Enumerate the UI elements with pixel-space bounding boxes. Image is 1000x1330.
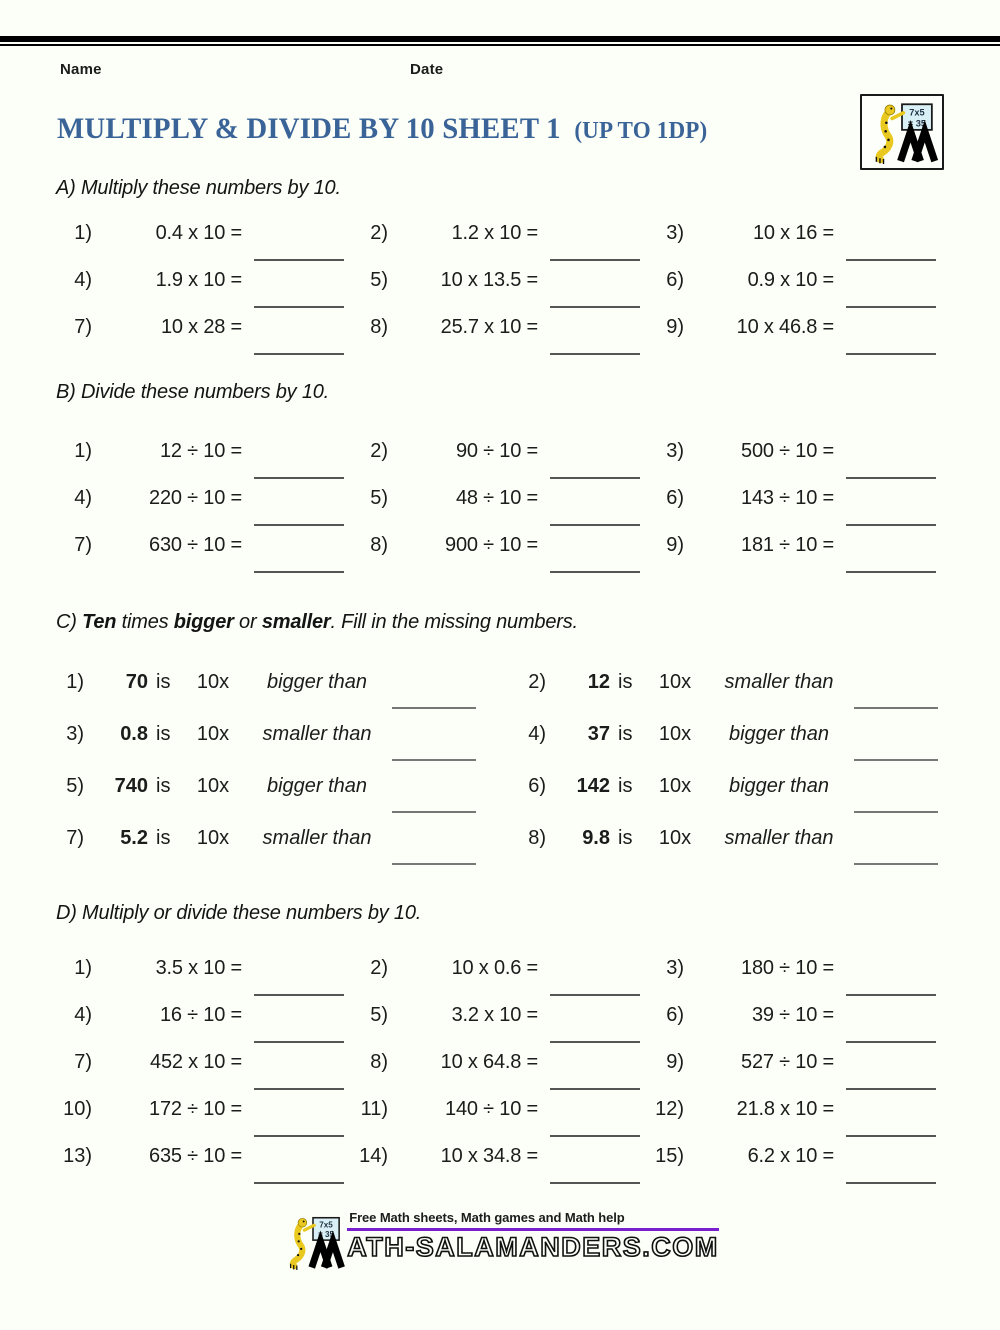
problem-expression: 10 x 16 =: [752, 222, 834, 244]
problem-expression: 630 ÷ 10 =: [149, 534, 242, 556]
compare-problem: [56, 760, 482, 812]
section-a-problems: [56, 210, 944, 351]
problem-expression: 452 x 10 =: [150, 1051, 242, 1073]
math-problem: [648, 992, 944, 1039]
problem-number: 6): [666, 487, 684, 509]
answer-blank[interactable]: [550, 451, 640, 479]
section-b-problems: [56, 428, 944, 569]
problem-number: 3): [66, 722, 84, 745]
answer-blank[interactable]: [846, 233, 936, 261]
is-label: is: [156, 722, 171, 745]
compare-problem: [56, 812, 482, 864]
compare-phrase: bigger than: [266, 670, 368, 693]
math-problem: [352, 1133, 648, 1180]
compare-value: 5.2: [120, 826, 148, 849]
page-title-main: MULTIPLY & DIVIDE BY 10 SHEET 1: [57, 112, 561, 145]
problem-number: 12): [655, 1098, 684, 1120]
problem-number: 1): [74, 222, 92, 244]
math-problem: [352, 304, 648, 351]
problem-number: 9): [666, 316, 684, 338]
is-label: is: [618, 774, 633, 797]
compare-phrase: bigger than: [728, 774, 830, 797]
problem-expression: 172 ÷ 10 =: [149, 1098, 242, 1120]
problem-expression: 1.2 x 10 =: [451, 222, 538, 244]
answer-blank[interactable]: [550, 327, 640, 355]
compare-value: 740: [114, 774, 148, 797]
date-label: Date: [410, 61, 444, 78]
problem-expression: 48 ÷ 10 =: [455, 487, 538, 509]
section-d-heading: D) Multiply or divide these numbers by 10.: [56, 902, 422, 924]
math-problem: [352, 1086, 648, 1133]
math-problem: [56, 522, 352, 569]
problem-number: 5): [370, 1004, 388, 1026]
problem-number: 7): [74, 1051, 92, 1073]
math-problem: [648, 210, 944, 257]
top-double-rule: [0, 36, 1000, 46]
answer-blank[interactable]: [846, 968, 936, 996]
compare-problem: [518, 760, 944, 812]
answer-blank[interactable]: [254, 451, 344, 479]
section-c-heading: C) Ten times bigger or smaller. Fill in the missing numbers.: [56, 611, 578, 633]
problem-expression: 10 x 28 =: [160, 316, 242, 338]
answer-blank[interactable]: [854, 785, 938, 813]
answer-blank[interactable]: [846, 327, 936, 355]
factor-label: 10x: [658, 826, 692, 849]
problem-number: 9): [666, 1051, 684, 1073]
math-problem: [352, 992, 648, 1039]
logo-board-line2: = 35: [907, 118, 927, 129]
answer-blank[interactable]: [254, 1062, 344, 1090]
problem-expression: 220 ÷ 10 =: [149, 487, 242, 509]
compare-problem: [56, 708, 482, 760]
answer-blank[interactable]: [254, 280, 344, 308]
page-title: [57, 109, 962, 146]
problem-number: 8): [370, 534, 388, 556]
math-problem: [352, 945, 648, 992]
logo-board-line1: 7x5: [909, 107, 925, 118]
footer-brand: [0, 1210, 1000, 1270]
compare-phrase: smaller than: [724, 670, 834, 693]
answer-blank[interactable]: [550, 1109, 640, 1137]
compare-phrase: smaller than: [262, 826, 372, 849]
compare-problem: [56, 656, 482, 708]
compare-phrase: bigger than: [728, 722, 830, 745]
problem-number: 7): [66, 826, 84, 849]
is-label: is: [156, 774, 171, 797]
problem-expression: 3.2 x 10 =: [451, 1004, 538, 1026]
problem-number: 2): [370, 957, 388, 979]
problem-expression: 21.8 x 10 =: [736, 1098, 834, 1120]
problem-number: 3): [666, 440, 684, 462]
problem-expression: 143 ÷ 10 =: [741, 487, 834, 509]
compare-value: 70: [125, 670, 148, 693]
problem-number: 14): [359, 1145, 388, 1167]
problem-number: 1): [74, 440, 92, 462]
page-title-qualifier: (UP TO 1DP): [574, 118, 708, 144]
problem-number: 4): [74, 269, 92, 291]
math-problem: [56, 992, 352, 1039]
problem-number: 6): [666, 269, 684, 291]
answer-blank[interactable]: [550, 280, 640, 308]
compare-value: 9.8: [582, 826, 610, 849]
problem-expression: 39 ÷ 10 =: [751, 1004, 834, 1026]
math-problem: [352, 257, 648, 304]
problem-number: 2): [370, 222, 388, 244]
math-problem: [352, 1039, 648, 1086]
problem-number: 4): [74, 1004, 92, 1026]
problem-number: 11): [360, 1098, 388, 1120]
answer-blank[interactable]: [392, 733, 476, 761]
math-problem: [56, 945, 352, 992]
problem-expression: 10 x 64.8 =: [440, 1051, 538, 1073]
answer-blank[interactable]: [846, 1015, 936, 1043]
problem-expression: 181 ÷ 10 =: [741, 534, 834, 556]
answer-blank[interactable]: [550, 1062, 640, 1090]
problem-number: 10): [63, 1098, 92, 1120]
math-problem: [648, 428, 944, 475]
answer-blank[interactable]: [254, 545, 344, 573]
problem-number: 9): [666, 534, 684, 556]
is-label: is: [156, 670, 171, 693]
answer-blank[interactable]: [846, 498, 936, 526]
problem-expression: 90 ÷ 10 =: [455, 440, 538, 462]
answer-blank[interactable]: [846, 1109, 936, 1137]
problem-number: 5): [370, 487, 388, 509]
answer-blank[interactable]: [854, 681, 938, 709]
math-problem: [648, 257, 944, 304]
math-problem: [648, 945, 944, 992]
answer-blank[interactable]: [846, 1062, 936, 1090]
footer-m-stroke2: [324, 1241, 341, 1267]
problem-expression: 140 ÷ 10 =: [445, 1098, 538, 1120]
problem-expression: 635 ÷ 10 =: [149, 1145, 242, 1167]
problem-number: 8): [370, 316, 388, 338]
answer-blank[interactable]: [550, 233, 640, 261]
answer-blank[interactable]: [846, 545, 936, 573]
answer-blank[interactable]: [846, 451, 936, 479]
compare-problem: [518, 656, 944, 708]
footer-salamander-body: [293, 1225, 302, 1266]
compare-value: 0.8: [120, 722, 148, 745]
name-label: Name: [60, 61, 102, 78]
problem-number: 1): [74, 957, 92, 979]
math-problem: [56, 1086, 352, 1133]
problem-number: 2): [370, 440, 388, 462]
footer-salamander-icon: [281, 1214, 345, 1270]
answer-blank[interactable]: [854, 733, 938, 761]
answer-blank[interactable]: [550, 1015, 640, 1043]
problem-number: 13): [63, 1145, 92, 1167]
problem-expression: 10 x 34.8 =: [440, 1145, 538, 1167]
answer-blank[interactable]: [550, 498, 640, 526]
is-label: is: [618, 670, 633, 693]
factor-label: 10x: [196, 826, 230, 849]
answer-blank[interactable]: [392, 837, 476, 865]
problem-expression: 1.9 x 10 =: [155, 269, 242, 291]
problem-number: 7): [74, 534, 92, 556]
compare-phrase: bigger than: [266, 774, 368, 797]
name-date-row: [0, 61, 1000, 83]
answer-blank[interactable]: [254, 968, 344, 996]
worksheet-body: [0, 177, 1000, 1180]
factor-label: 10x: [658, 670, 692, 693]
problem-expression: 12 ÷ 10 =: [159, 440, 242, 462]
math-problem: [352, 522, 648, 569]
answer-blank[interactable]: [254, 1015, 344, 1043]
is-label: is: [618, 722, 633, 745]
problem-number: 6): [666, 1004, 684, 1026]
math-problem: [648, 1133, 944, 1180]
math-problem: [648, 475, 944, 522]
problem-number: 6): [528, 774, 546, 797]
problem-expression: 0.9 x 10 =: [747, 269, 834, 291]
problem-expression: 180 ÷ 10 =: [741, 957, 834, 979]
problem-number: 7): [74, 316, 92, 338]
problem-expression: 500 ÷ 10 =: [741, 440, 834, 462]
problem-expression: 25.7 x 10 =: [440, 316, 538, 338]
compare-problem: [518, 708, 944, 760]
problem-number: 8): [370, 1051, 388, 1073]
math-problem: [56, 210, 352, 257]
math-problem: [56, 1133, 352, 1180]
answer-blank[interactable]: [254, 1156, 344, 1184]
answer-blank[interactable]: [846, 280, 936, 308]
factor-label: 10x: [196, 722, 230, 745]
problem-number: 4): [528, 722, 546, 745]
problem-expression: 6.2 x 10 =: [747, 1145, 834, 1167]
answer-blank[interactable]: [550, 545, 640, 573]
answer-blank[interactable]: [846, 1156, 936, 1184]
compare-problem: [518, 812, 944, 864]
footer-wordmark: ATH-SALAMANDERS.COM: [347, 1232, 719, 1262]
problem-number: 5): [66, 774, 84, 797]
is-label: is: [156, 826, 171, 849]
section-b-heading: B) Divide these numbers by 10.: [56, 381, 330, 403]
answer-blank[interactable]: [392, 785, 476, 813]
answer-blank[interactable]: [392, 681, 476, 709]
problem-number: 1): [66, 670, 84, 693]
answer-blank[interactable]: [550, 968, 640, 996]
footer-text-block: [347, 1210, 718, 1263]
problem-expression: 900 ÷ 10 =: [445, 534, 538, 556]
answer-blank[interactable]: [254, 1109, 344, 1137]
math-problem: [648, 1039, 944, 1086]
problem-expression: 16 ÷ 10 =: [159, 1004, 242, 1026]
problem-number: 15): [655, 1145, 684, 1167]
math-problem: [648, 304, 944, 351]
compare-phrase: smaller than: [262, 722, 372, 745]
problem-expression: 10 x 46.8 =: [736, 316, 834, 338]
problem-expression: 10 x 0.6 =: [451, 957, 538, 979]
compare-value: 37: [587, 722, 610, 745]
section-d-problems: [56, 945, 944, 1180]
problem-number: 3): [666, 957, 684, 979]
math-problem: [56, 475, 352, 522]
footer-board-line2: = 35: [318, 1230, 335, 1240]
math-problem: [56, 1039, 352, 1086]
problem-number: 2): [528, 670, 546, 693]
problem-expression: 3.5 x 10 =: [155, 957, 242, 979]
answer-blank[interactable]: [254, 498, 344, 526]
math-problem: [56, 304, 352, 351]
answer-blank[interactable]: [854, 837, 938, 865]
problem-number: 5): [370, 269, 388, 291]
math-problem: [56, 257, 352, 304]
math-problem: [56, 428, 352, 475]
math-problem: [648, 522, 944, 569]
footer-purple-rule: [347, 1228, 718, 1231]
math-problem: [352, 475, 648, 522]
factor-label: 10x: [196, 774, 230, 797]
is-label: is: [618, 826, 633, 849]
footer-tagline: Free Math sheets, Math games and Math help: [349, 1210, 625, 1225]
math-problem: [648, 1086, 944, 1133]
math-problem: [352, 210, 648, 257]
factor-label: 10x: [658, 774, 692, 797]
compare-value: 142: [576, 774, 610, 797]
answer-blank[interactable]: [550, 1156, 640, 1184]
problem-expression: 527 ÷ 10 =: [741, 1051, 834, 1073]
problem-number: 4): [74, 487, 92, 509]
problem-expression: 10 x 13.5 =: [440, 269, 538, 291]
section-c-problems: [56, 656, 944, 864]
factor-label: 10x: [658, 722, 692, 745]
section-a-heading: A) Multiply these numbers by 10.: [56, 177, 341, 199]
problem-expression: 0.4 x 10 =: [155, 222, 242, 244]
answer-blank[interactable]: [254, 327, 344, 355]
problem-number: 8): [528, 826, 546, 849]
problem-number: 3): [666, 222, 684, 244]
factor-label: 10x: [196, 670, 230, 693]
compare-phrase: smaller than: [724, 826, 834, 849]
footer-board-line1: 7x5: [319, 1220, 334, 1230]
math-problem: [352, 428, 648, 475]
compare-value: 12: [587, 670, 610, 693]
answer-blank[interactable]: [254, 233, 344, 261]
